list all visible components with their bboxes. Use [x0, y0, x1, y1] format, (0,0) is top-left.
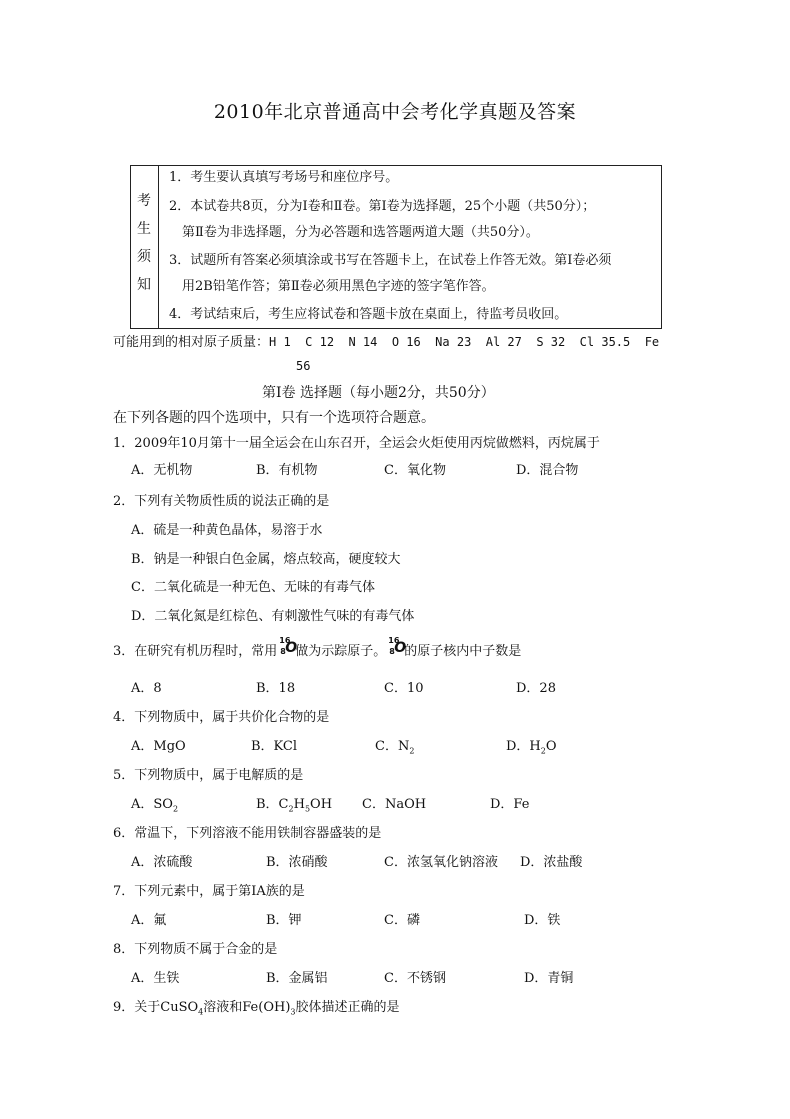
q1-option-a: A．无机物: [131, 463, 193, 478]
notice-side-char: 须: [137, 249, 151, 265]
q7-option-d: D．铁: [524, 913, 561, 928]
question-1-stem: 1．2009年10月第十一届全运会在山东召开，全运会火炬使用丙烷做燃料，丙烷属于: [113, 436, 600, 451]
instruction-text: 在下列各题的四个选项中，只有一个选项符合题意。: [113, 410, 435, 426]
q4-option-c: [375, 735, 414, 756]
q8-option-a: A．生铁: [131, 971, 180, 986]
notice-line: 4．考试结束后，考生应将试卷和答题卡放在桌面上，待监考员收回。: [169, 307, 568, 322]
q6-option-b: B．浓硝酸: [266, 855, 328, 870]
section-heading: 第Ⅰ卷 选择题（每小题2分，共50分）: [262, 385, 495, 401]
q3-option-b: B．18: [256, 681, 296, 696]
formula-text: D．H: [506, 739, 541, 754]
formula-text: B．C: [256, 797, 289, 812]
notice-line: 用2B铅笔作答；第Ⅱ卷必须用黑色字迹的签字笔作答。: [169, 279, 495, 294]
formula-subscript: 2: [540, 746, 546, 756]
q3-option-d: D．28: [516, 681, 556, 696]
question-5-stem: 5．下列物质中，属于电解质的是: [113, 768, 304, 783]
q6-option-d: D．浓盐酸: [520, 855, 583, 870]
q7-option-a: A．氟: [131, 913, 167, 928]
q3-stem-part: 做为示踪原子。: [295, 644, 387, 659]
question-9-stem: [113, 996, 400, 1017]
isotope-atomic-number: 8: [280, 647, 286, 656]
q4-option-b: B．KCl: [251, 739, 298, 754]
q5-option-b: [256, 793, 332, 814]
q1-option-d: D．混合物: [516, 463, 579, 478]
q2-option-c: C．二氧化硫是一种无色、无味的有毒气体: [131, 580, 375, 595]
isotope-element-symbol: O: [285, 640, 298, 656]
notice-line: 3．试题所有答案必须填涂或书写在答题卡上，在试卷上作答无效。第Ⅰ卷必须: [169, 253, 612, 268]
isotope-element-symbol: O: [394, 640, 407, 656]
q5-option-d: D．Fe: [490, 797, 530, 812]
question-2-stem: 2．下列有关物质性质的说法正确的是: [113, 494, 330, 509]
q8-option-b: B．金属铝: [266, 971, 328, 986]
question-7-stem: 7．下列元素中，属于第ⅠA族的是: [113, 884, 305, 899]
q2-option-b: B．钠是一种银白色金属，熔点较高，硬度较大: [131, 552, 401, 567]
formula-text: O: [545, 739, 557, 754]
q4-option-d: [506, 735, 557, 756]
isotope-mass-number: 16: [388, 636, 400, 645]
q6-option-a: A．浓硫酸: [131, 855, 193, 870]
notice-side-char: 生: [137, 221, 151, 237]
question-3-stem: [113, 636, 522, 659]
q3-option-c: C．10: [384, 681, 424, 696]
notice-line: 2．本试卷共8页，分为Ⅰ卷和Ⅱ卷。第Ⅰ卷为选择题，25个小题（共50分）；: [169, 199, 596, 214]
notice-side-char: 考: [137, 193, 151, 209]
candidate-notice-box: [130, 165, 662, 329]
formula-subscript: 3: [290, 1007, 296, 1017]
question-4-stem: 4．下列物质中，属于共价化合物的是: [113, 710, 330, 725]
q5-option-a: [131, 793, 178, 814]
q1-option-b: B．有机物: [256, 463, 318, 478]
atomic-mass-values: H 1 C 12 N 14 O 16 Na 23 Al 27 S 32 Cl 35.5 Fe: [269, 335, 660, 349]
formula-text: A．SO: [131, 797, 173, 812]
isotope-mass-number: 16: [279, 636, 291, 645]
question-8-stem: 8．下列物质不属于合金的是: [113, 942, 278, 957]
oxygen-16-isotope-symbol: [388, 636, 407, 657]
q9-stem-part: 9．关于CuSO: [113, 1000, 199, 1015]
formula-text: H: [293, 797, 305, 812]
page-title: 2010年北京普通高中会考化学真题及答案: [213, 101, 577, 123]
q3-option-a: A．8: [131, 681, 162, 696]
q8-option-c: C．不锈钢: [384, 971, 446, 986]
notice-side-label: [131, 166, 159, 328]
formula-subscript: 2: [172, 804, 179, 814]
formula-text: C．N: [375, 739, 410, 754]
q7-option-b: B．钾: [266, 913, 302, 928]
q3-stem-part: 3．在研究有机历程时，常用: [113, 644, 278, 659]
formula-subscript: 2: [409, 746, 415, 756]
oxygen-16-isotope-symbol: [279, 636, 298, 657]
atomic-mass-line: [113, 331, 659, 350]
isotope-atomic-number: 8: [389, 647, 395, 656]
q1-option-c: C．氧化物: [384, 463, 446, 478]
q9-stem-part: 胶体描述正确的是: [295, 1000, 400, 1015]
q4-option-a: A．MgO: [131, 739, 186, 754]
formula-subscript: 2: [288, 804, 294, 814]
notice-line: 第Ⅱ卷为非选择题，分为必答题和选答题两道大题（共50分）。: [169, 225, 539, 240]
atomic-mass-wrap: 56: [296, 359, 311, 373]
question-6-stem: 6．常温下，下列溶液不能用铁制容器盛装的是: [113, 826, 382, 841]
formula-text: OH: [310, 797, 333, 812]
q8-option-d: D．青铜: [524, 971, 574, 986]
q2-option-d: D．二氧化氮是红棕色、有刺激性气味的有毒气体: [131, 609, 415, 624]
formula-subscript: 5: [304, 804, 311, 814]
q3-stem-part: 的原子核内中子数是: [404, 644, 522, 659]
formula-subscript: 4: [198, 1007, 204, 1017]
notice-side-char: 知: [137, 277, 151, 293]
q2-option-a: A．硫是一种黄色晶体，易溶于水: [131, 523, 323, 538]
q7-option-c: C．磷: [384, 913, 420, 928]
atomic-mass-label: 可能用到的相对原子质量：: [113, 335, 270, 350]
q5-option-c: C．NaOH: [362, 797, 427, 812]
q9-stem-part: 溶液和Fe(OH): [203, 1000, 291, 1015]
q6-option-c: C．浓氢氧化钠溶液: [384, 855, 498, 870]
notice-line: 1．考生要认真填写考场号和座位序号。: [169, 170, 399, 185]
